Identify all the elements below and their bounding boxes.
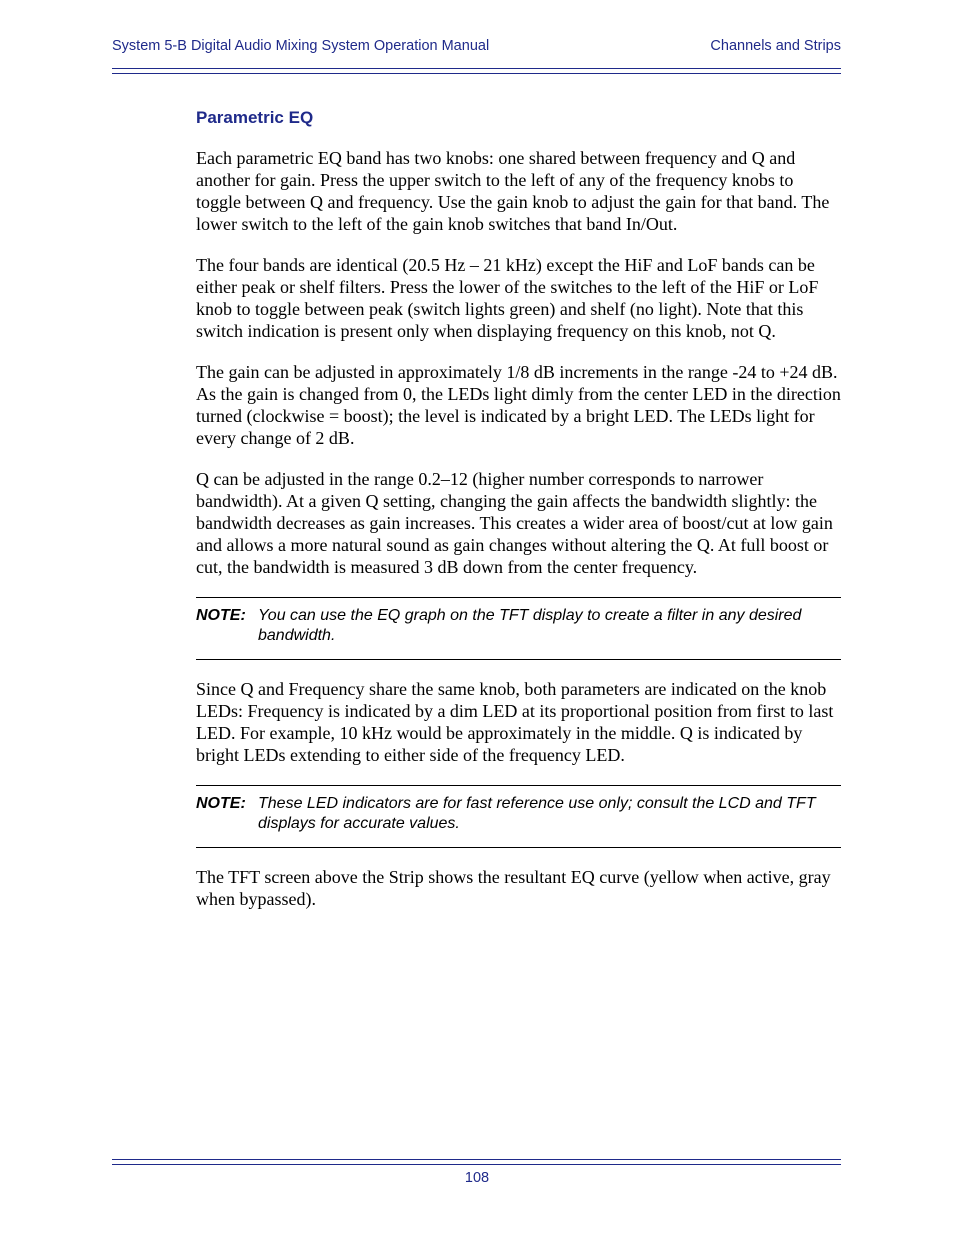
- note-label: NOTE:: [196, 795, 246, 812]
- note-box: [196, 785, 841, 848]
- footer-rule: [112, 1159, 841, 1165]
- paragraph: The four bands are identical (20.5 Hz – 21 kHz) except the HiF and LoF bands can be either peak or shelf filters. Press the lower of the switches to the left of the HiF or LoF knob to toggle between peak (switch lights green) and shelf (no light). Note that this switch indication is present only when displaying frequency on this knob, not Q.: [196, 255, 819, 341]
- section-heading: Parametric EQ: [196, 108, 314, 127]
- paragraph: The gain can be adjusted in approximately 1/8 dB increments in the range -24 to +24 dB. As the gain is changed from 0, the LEDs light dimly from the center LED in the direction turned (clockwise = boost); the level is indicated by a bright LED. The LEDs light for every change of 2 dB.: [196, 362, 841, 448]
- page-number: 108: [464, 1170, 490, 1186]
- note-text: You can use the EQ graph on the TFT display to create a filter in any desired bandwidth.: [258, 607, 802, 644]
- page-content: [196, 106, 841, 929]
- header-chapter-title: Channels and Strips: [710, 38, 841, 54]
- paragraph: Q can be adjusted in the range 0.2–12 (higher number corresponds to narrower bandwidth). At a given Q setting, changing the gain affects the bandwidth slightly: the bandwidth decreases as gain increases. This creates a wider area of boost/cut at low gain and allows a more natural sound as gain changes without altering the Q. At full boost or cut, the bandwidth is measured 3 dB down from the center frequency.: [196, 469, 833, 577]
- note-label: NOTE:: [196, 607, 246, 624]
- header-manual-title: System 5-B Digital Audio Mixing System Operation Manual: [112, 38, 490, 54]
- note-text: These LED indicators are for fast reference use only; consult the LCD and TFT displays for accurate values.: [258, 795, 816, 832]
- paragraph: Since Q and Frequency share the same knob, both parameters are indicated on the knob LEDs: Frequency is indicated by a dim LED at its proportional position from first to last LED. For example, 10 kHz would be approximately in the middle. Q is indicated by bright LEDs extending to either side of the frequency LED.: [196, 679, 834, 765]
- paragraph: Each parametric EQ band has two knobs: one shared between frequency and Q and another for gain. Press the upper switch to the left of any of the frequency knobs to toggle between Q and frequency. Use the gain knob to adjust the gain for that band. The lower switch to the left of the gain knob switches that band In/Out.: [196, 148, 830, 234]
- header-rule: [112, 68, 841, 74]
- note-box: [196, 597, 841, 660]
- paragraph: The TFT screen above the Strip shows the resultant EQ curve (yellow when active, gray when bypassed).: [196, 867, 831, 909]
